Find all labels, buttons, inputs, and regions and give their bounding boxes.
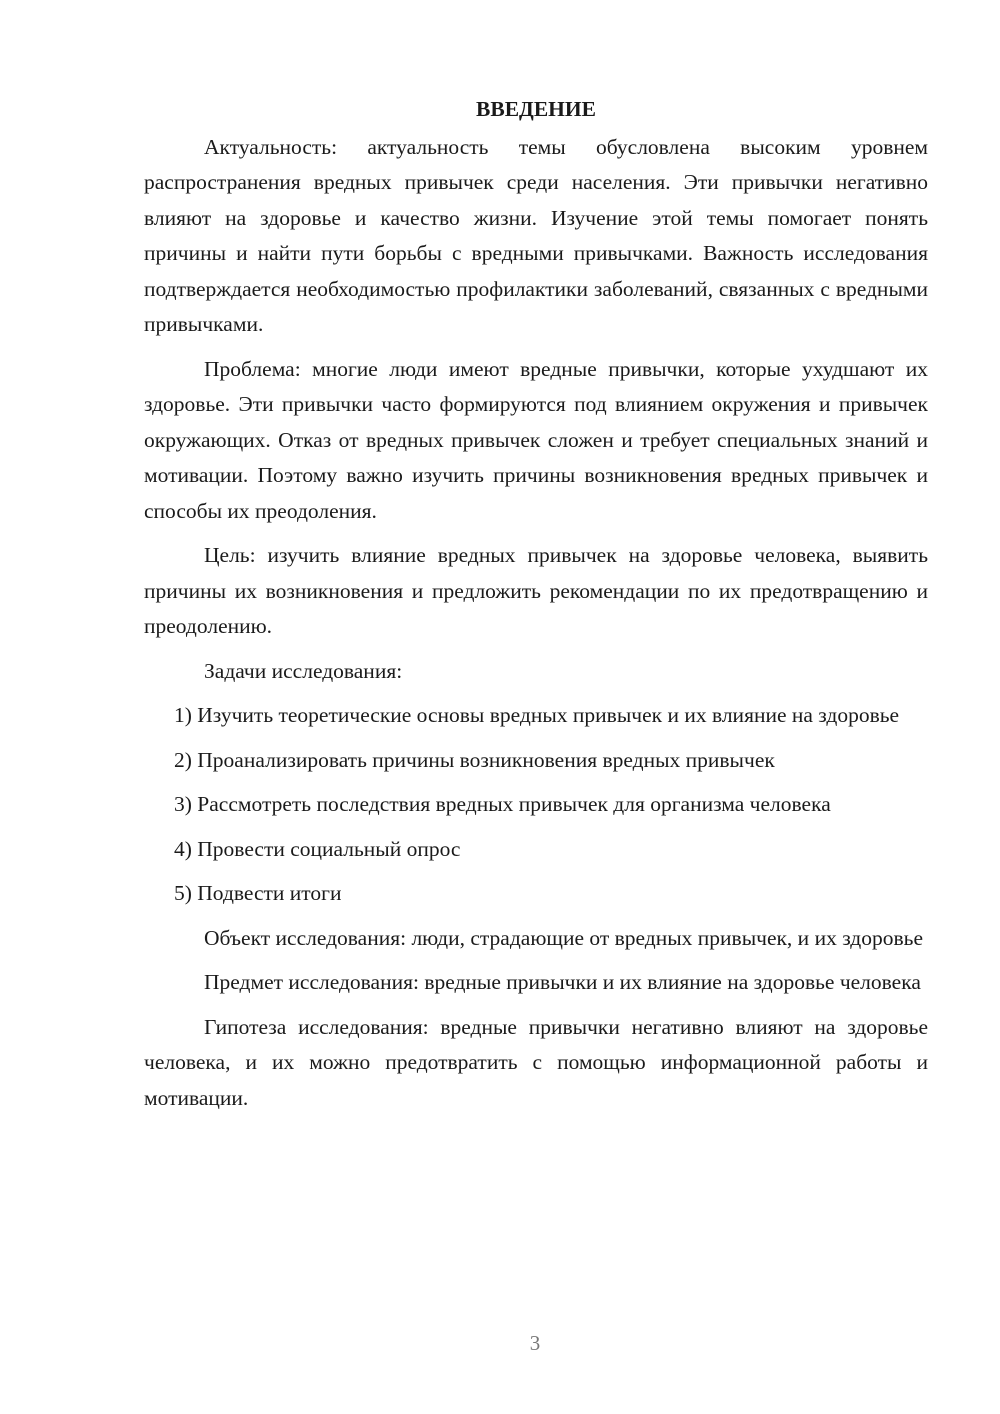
task-item: 5) Подвести итоги — [174, 881, 342, 905]
paragraph-hypothesis: Гипотеза исследования: вредные привычки негативно влияют на здоровье человека, и их можно предотвратить с помощью информационной работы и мотивации. — [144, 1014, 928, 1110]
paragraph-object: Объект исследования: люди, страдающие от вредных привычек, и их здоровье — [204, 925, 923, 950]
paragraph-problem: Проблема: многие люди имеют вредные привычки, которые ухудшают их здоровье. Эти привычки часто формируются под влиянием окружения и привычек окружающих. Отказ от вредных привычек сложен и требует специальных знаний и мотивации. Поэтому важно изучить причины возникновения вредных привычек и способы их преодоления. — [144, 356, 928, 523]
paragraph-relevance: Актуальность: актуальность темы обусловлена высоким уровнем распространения вредных привычек среди населения. Эти привычки негативно влияют на здоровье и качество жизни. Изучение этой темы помогает понять причины и найти пути борьбы с вредными привычками. Важность исследования подтверждается необходимостью профилактики заболеваний, связанных с вредными привычками. — [144, 134, 928, 336]
page-title: ВВЕДЕНИЕ — [476, 97, 596, 121]
task-item: 2) Проанализировать причины возникновения вредных привычек — [174, 747, 775, 772]
paragraph-goal: Цель: изучить влияние вредных привычек на здоровье человека, выявить причины их возникновения и предложить рекомендации по их предотвращению и преодолению. — [144, 543, 928, 638]
task-item: 4) Провести социальный опрос — [174, 836, 461, 861]
paragraph-subject: Предмет исследования: вредные привычки и их влияние на здоровье человека — [204, 970, 921, 994]
paragraph-tasks-heading: Задачи исследования: — [204, 658, 403, 683]
task-item: 1) Изучить теоретические основы вредных привычек и их влияние на здоровье — [174, 703, 900, 727]
document-body — [144, 92, 928, 1125]
task-item: 3) Рассмотреть последствия вредных привычек для организма человека — [174, 792, 831, 816]
page-number: 3 — [529, 1331, 541, 1355]
